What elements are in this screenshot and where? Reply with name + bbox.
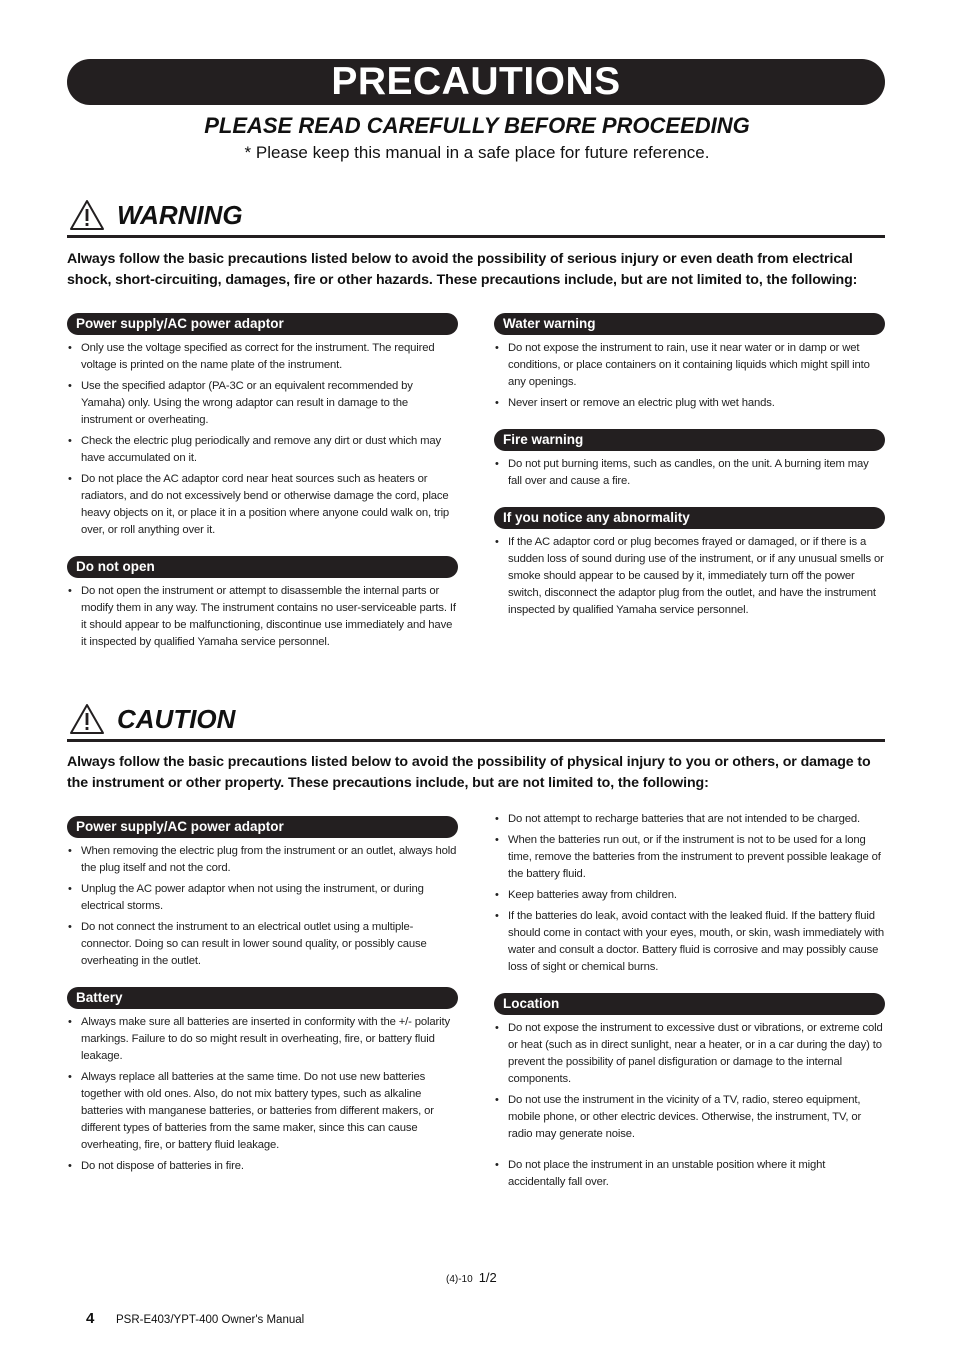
list-item: • Check the electric plug periodically and remove any dirt or dust which may have accumulated on it.: [67, 433, 458, 467]
bullet-list: [494, 811, 885, 976]
section-heading: Fire warning: [494, 429, 885, 451]
list-item: • When removing the electric plug from the instrument or an outlet, always hold the plug itself and not the cord.: [67, 843, 458, 877]
section-heading: Power supply/AC power adaptor: [67, 816, 458, 838]
list-item: • Use the specified adaptor (PA-3C or an equivalent recommended by Yamaha) only. Using the wrong adaptor can result in damage to the instrument or overheating.: [67, 378, 458, 429]
footer-code: [446, 1270, 497, 1285]
section-heading: Location: [494, 993, 885, 1015]
list-item: • Keep batteries away from children.: [494, 887, 885, 904]
list-item: • Do not expose the instrument to excessive dust or vibrations, or extreme cold or heat (such as in direct sunlight, near a heater, or in a car during the day) to prevent the possibility of panel disfiguration or damage to the internal components.: [494, 1020, 885, 1088]
warning-triangle-icon: [69, 199, 105, 231]
caution-heading: [67, 703, 885, 742]
subtitle: PLEASE READ CAREFULLY BEFORE PROCEEDING: [204, 113, 750, 138]
caution-intro: Always follow the basic precautions listed below to avoid the possibility of physical injury to you or others, or damage to the instrument or other property. These precautions include, but are not limited to, the following:: [67, 754, 871, 791]
section-heading: Power supply/AC power adaptor: [67, 313, 458, 335]
list-item: • Do not place the instrument in an unstable position where it might accidentally fall over.: [494, 1157, 885, 1191]
page-fraction: 1/2: [478, 1270, 497, 1285]
bullet-list: [494, 456, 885, 490]
list-item: • Do not dispose of batteries in fire.: [67, 1158, 458, 1175]
caution-left-column: [67, 816, 458, 1179]
reference-note: * Please keep this manual in a safe place for future reference.: [244, 143, 710, 162]
bullet-list: [67, 843, 458, 970]
bullet-list: [494, 340, 885, 412]
list-item: • Always replace all batteries at the same time. Do not use new batteries together with old ones. Also, do not mix battery types, such as alkaline batteries with manganese batteries, or batteries from different makers, or different types of batteries from the same maker, since this can cause overheating, fire, or battery fluid leakage.: [67, 1069, 458, 1154]
warning-left-column: [67, 313, 458, 655]
bullet-list: [67, 340, 458, 539]
list-item: • When the batteries run out, or if the instrument is not to be used for a long time, remove the batteries from the instrument to prevent possible leakage of the battery fluid.: [494, 832, 885, 883]
list-item: • Do not use the instrument in the vicinity of a TV, radio, stereo equipment, mobile phone, or other electric devices. Otherwise, the instrument, TV, or radio may generate noise.: [494, 1092, 885, 1143]
section-heading: Water warning: [494, 313, 885, 335]
bullet-list: [494, 1020, 885, 1191]
warning-label: WARNING: [117, 200, 243, 230]
warning-heading: [67, 199, 885, 238]
section-heading: Battery: [67, 987, 458, 1009]
list-item: • Do not attempt to recharge batteries that are not intended to be charged.: [494, 811, 885, 828]
list-item: • Unplug the AC power adaptor when not using the instrument, or during electrical storms.: [67, 881, 458, 915]
caution-right-column: [494, 808, 885, 1195]
page-title: PRECAUTIONS: [67, 59, 885, 105]
warning-right-column: [494, 313, 885, 623]
list-item: • If the batteries do leak, avoid contact with the leaked fluid. If the battery fluid should come in contact with your eyes, mouth, or skin, wash immediately with water and consult a doctor. Battery fluid is corrosive and may possibly cause loss of sight or chemical burns.: [494, 908, 885, 976]
manual-name: PSR-E403/YPT-400 Owner's Manual: [116, 1314, 305, 1326]
bullet-list: [67, 1014, 458, 1175]
caution-label: CAUTION: [117, 704, 236, 734]
doc-code: (4)-10: [446, 1274, 473, 1285]
section-heading: Do not open: [67, 556, 458, 578]
list-item: • Do not connect the instrument to an electrical outlet using a multiple-connector. Doing so can result in lower sound quality, or possibly cause overheating in the outlet.: [67, 919, 458, 970]
list-item: • Do not put burning items, such as candles, on the unit. A burning item may fall over and cause a fire.: [494, 456, 885, 490]
list-item: • Do not place the AC adaptor cord near heat sources such as heaters or radiators, and do not excessively bend or otherwise damage the cord, place heavy objects on it, or place it in a position where anyone could walk on, trip over, or roll anything over it.: [67, 471, 458, 539]
list-item: • Only use the voltage specified as correct for the instrument. The required voltage is printed on the name plate of the instrument.: [67, 340, 458, 374]
warning-intro: Always follow the basic precautions listed below to avoid the possibility of serious injury or even death from electrical shock, short-circuiting, damages, fire or other hazards. These precautions include, but are not limited to, the following:: [67, 251, 858, 288]
caution-triangle-icon: [69, 703, 105, 735]
page-number: 4: [86, 1310, 95, 1327]
list-item: • Do not expose the instrument to rain, use it near water or in damp or wet conditions, or place containers on it containing liquids which might spill into any openings.: [494, 340, 885, 391]
list-item: • Always make sure all batteries are inserted in conformity with the +/- polarity markings. Failure to do so might result in overheating, fire, or battery fluid leakage.: [67, 1014, 458, 1065]
bullet-list: [67, 583, 458, 651]
list-item: • If the AC adaptor cord or plug becomes frayed or damaged, or if there is a sudden loss of sound during use of the instrument, or if any unusual smells or smoke should appear to be caused by it, immediately turn off the power switch, disconnect the adaptor plug from the outlet, and have the instrument inspected by qualified Yamaha service personnel.: [494, 534, 885, 619]
section-heading: If you notice any abnormality: [494, 507, 885, 529]
bullet-list: [494, 534, 885, 619]
list-item: • Do not open the instrument or attempt to disassemble the internal parts or modify them in any way. The instrument contains no user-serviceable parts. If it should appear to be malfunctioning, discontinue use immediately and have it inspected by qualified Yamaha service personnel.: [67, 583, 458, 651]
list-item: • Never insert or remove an electric plug with wet hands.: [494, 395, 885, 412]
